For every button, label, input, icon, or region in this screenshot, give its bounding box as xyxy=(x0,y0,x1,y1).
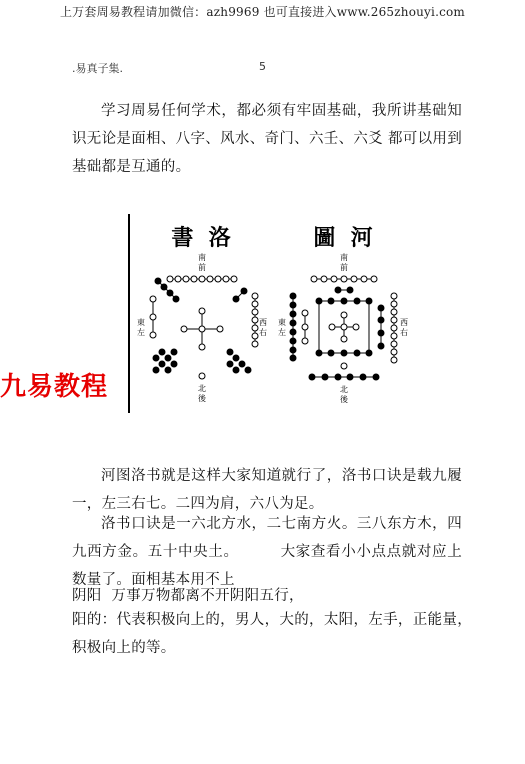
svg-text:後: 後 xyxy=(340,395,348,404)
luoshu-north-label: 北 xyxy=(198,384,206,393)
hetu-north-label: 北 xyxy=(340,385,348,394)
hetu-title: 圖 河 xyxy=(313,225,373,251)
luoshu-figure xyxy=(150,276,258,379)
luoshu-west-label: 西 xyxy=(259,318,267,327)
svg-text:前: 前 xyxy=(340,263,348,272)
svg-text:左: 左 xyxy=(137,328,145,337)
luoshu-east-label: 東 xyxy=(137,318,145,327)
svg-text:左: 左 xyxy=(278,328,286,337)
hetu-east-label: 東 xyxy=(278,318,286,327)
luoshu-south-label: 南 xyxy=(198,253,206,262)
svg-text:後: 後 xyxy=(198,394,206,403)
page-number: 5 xyxy=(259,60,266,73)
hetu-figure xyxy=(290,276,397,380)
svg-text:右: 右 xyxy=(400,328,408,337)
paragraph-luoshu-formula: 洛书口诀是一六北方水，二七南方火。三八东方木，四九西方金。五十中央土。 大家查看小小点点就对应上数量了。面相基本用不上 xyxy=(72,516,462,588)
paragraph-yang-definition: 阳的：代表积极向上的，男人，大的，太阳，左手，正能量，积极向上的等。 xyxy=(72,612,472,656)
hetu-west-label: 西 xyxy=(400,318,408,327)
running-header: .易真子集. xyxy=(72,62,123,75)
paragraph-yinyang-heading: 阴阳 万事万物都离不开阴阳五行， xyxy=(72,588,304,604)
paragraph-intro: 学习周易任何学术，都必须有牢固基础，我所讲基础知识无论是面相、八字、风水、奇门、六壬、六爻 都可以用到基础都是互通的。 xyxy=(72,103,462,175)
luoshu-title: 書 洛 xyxy=(171,225,231,251)
hetu-luoshu-diagram xyxy=(126,210,426,415)
paragraph-hetu-luoshu: 河图洛书就是这样大家知道就行了，洛书口诀是载九履一，左三右七。二四为肩，六八为足。 xyxy=(72,468,462,512)
svg-text:前: 前 xyxy=(198,263,206,272)
top-banner: 上万套周易教程请加微信：azh9969 也可直接进入www.265zhouyi.com xyxy=(59,5,466,19)
watermark-logo: 九易教程 xyxy=(0,372,109,402)
svg-text:右: 右 xyxy=(259,328,267,337)
hetu-south-label: 南 xyxy=(340,253,348,262)
